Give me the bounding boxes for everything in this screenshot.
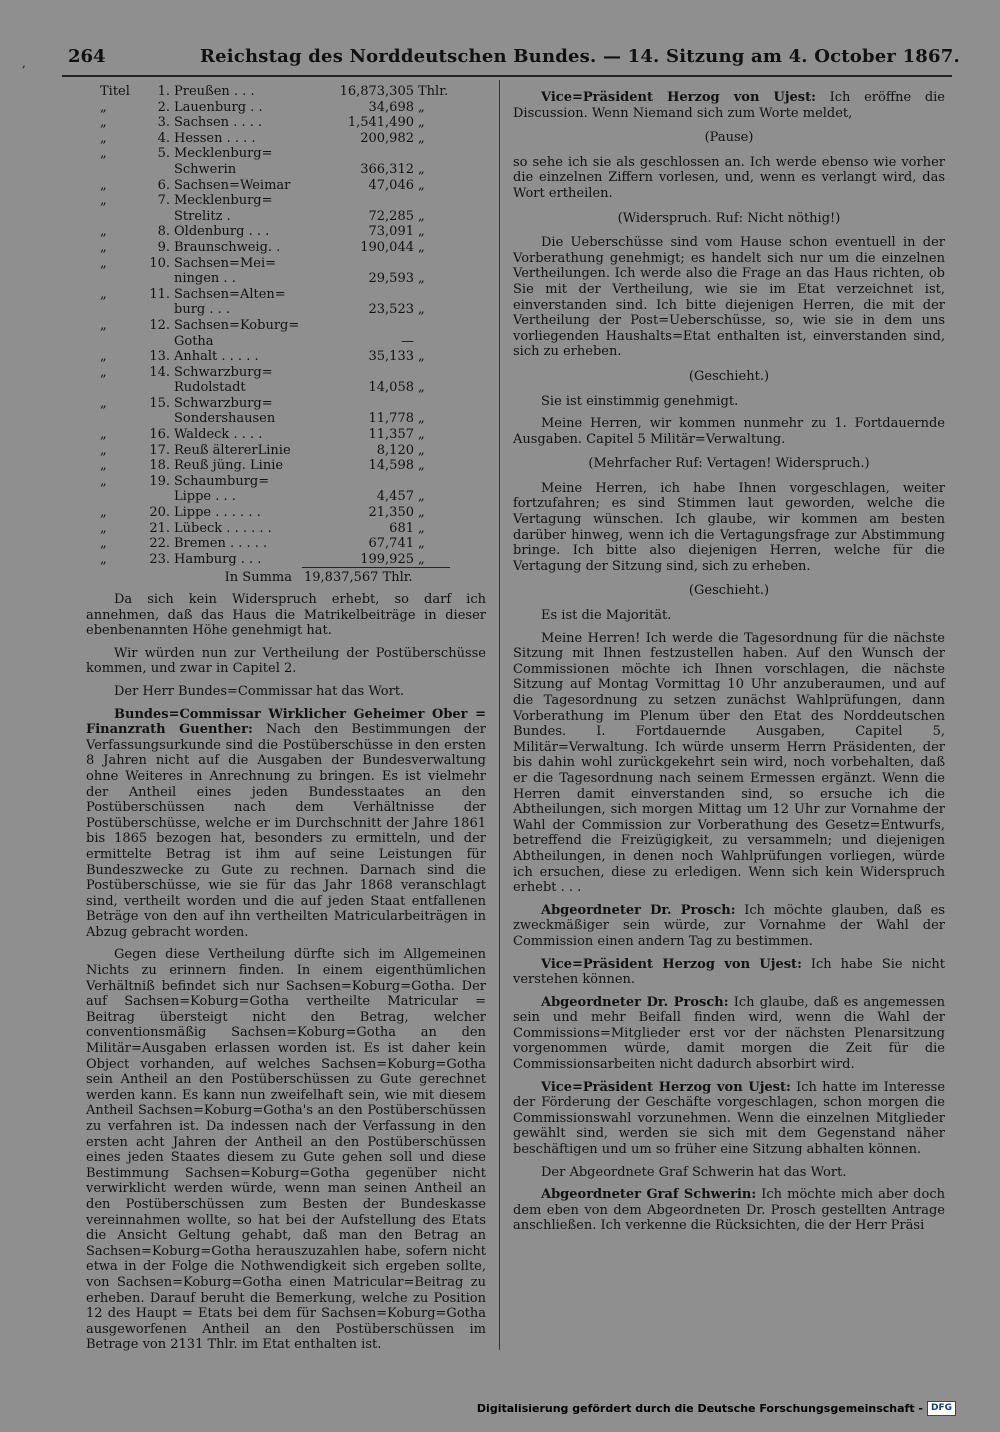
unit — [416, 474, 450, 490]
row-number: 7. — [157, 193, 170, 209]
state-name: Braunschweig. . — [174, 239, 281, 255]
row-number: 18. — [149, 458, 170, 474]
row-number: 19. — [149, 473, 170, 489]
state-name: Lauenburg . . — [174, 99, 263, 115]
state-name: Anhalt . . . . . — [174, 349, 259, 365]
matrikel-row — [98, 84, 450, 100]
matrikel-row — [98, 240, 450, 256]
speech-text: Ich möchte glauben, daß es zweckmäßiger sein würde, zur Vornahme der Wahl der Commission einen andern Tag zu bestimmen. — [513, 902, 945, 949]
speech-paragraph — [513, 995, 945, 1073]
title-abbr: „ — [100, 239, 107, 255]
row-number: 8. — [157, 224, 170, 240]
speaker-name: Bundes=Commissar Wirklicher Geheimer Ober = Finanzrath Guenther: — [86, 706, 486, 738]
digitization-footer — [477, 1401, 956, 1416]
paragraph: so sehe ich sie als geschlossen an. Ich werde ebenso wie vorher die einzelnen Ziffern vorlesen, und, wenn es verlangt wird, das Wort ertheilen. — [513, 154, 945, 201]
row-number: 1. — [157, 84, 170, 99]
header-rule — [62, 75, 952, 77]
speech-text: Ich hatte im Interesse der Förderung der Geschäfte vorgeschlagen, schon morgen die Commissionswahl vorzunehmen. Wenn die einzelnen Mitglieder gewählt sind, werden sie sich mit dem Gegenstand näher beschäftigen und um so früher eine Sitzung abhalten können. — [513, 1079, 946, 1158]
speech-text: Nach den Bestimmungen der Verfassungsurkunde sind die Postüberschüsse in den ersten 8 Jahren nicht auf die Ausgaben der Bundesverwaltung ohne Weiteres in Anrechnung zu bringen. Es ist vielmehr der Antheil eines jeden Bundesstaates an den Postüberschüssen nach dem Verhältnisse der Postüberschüsse, welche er im Durchschnitt der Jahre 1861 bis 1865 bezogen hat, besonders zu ermitteln, und der ermittelte Betrag ist ihm auf seine Leistungen für Bundeszwecke zu Gute zu rechnen. Darnach sind die Postüberschüsse, wie sie für das Jahr 1868 veranschlagt sind, vertheilt worden und die auf jeden Staat entfallenen Beträge von den auf ihn vertheilten Matricularbeiträgen in Abzug gebracht worden. — [86, 722, 486, 940]
amount: 23,523 — [368, 302, 414, 318]
amount: 1,541,490 — [347, 115, 414, 131]
amount: 34,698 — [368, 99, 414, 115]
amount: 11,778 — [368, 411, 414, 427]
unit: „ — [418, 271, 425, 287]
unit: „ — [418, 442, 425, 458]
total-label: In Summa — [224, 570, 292, 586]
title-abbr: „ — [100, 473, 107, 489]
paragraph: Meine Herren, ich habe Ihnen vorgeschlagen, weiter fortzufahren; es sind Stimmen laut geworden, welche die Vertagung wünschen. Ich glaube, wir kommen am besten darüber hinweg, wenn ich die Vertagungsfrage zur Abstimmung bringe. Ich bitte also diejenigen Herren, welche für die Vertagung der Sitzung sind, sich zu erheben. — [513, 480, 945, 574]
state-name: Sachsen=Mei= — [174, 255, 276, 271]
amount — [302, 256, 416, 272]
speech-paragraph — [513, 1080, 945, 1158]
row-number — [142, 411, 172, 427]
unit: „ — [418, 349, 425, 365]
title-abbr — [98, 411, 142, 427]
speaker-name: Abgeordneter Graf Schwerin: — [541, 1187, 757, 1203]
state-name: Mecklenburg= — [174, 146, 273, 162]
stage-direction: (Geschieht.) — [688, 368, 770, 384]
amount — [302, 474, 416, 490]
title-abbr: „ — [100, 115, 107, 131]
matrikel-row — [98, 209, 450, 225]
stage-direction: (Pause) — [704, 130, 754, 146]
title-abbr: „ — [100, 146, 107, 162]
row-number — [142, 489, 172, 505]
title-abbr: „ — [100, 317, 107, 333]
title-abbr: „ — [100, 552, 107, 568]
unit: „ — [418, 551, 425, 567]
unit: „ — [418, 130, 425, 146]
title-abbr: „ — [100, 536, 107, 552]
amount: 47,046 — [368, 177, 414, 193]
amount: 73,091 — [368, 224, 414, 240]
speech-paragraph — [513, 1187, 945, 1234]
amount: 366,312 — [360, 161, 414, 177]
matrikel-row — [98, 302, 450, 318]
title-abbr: „ — [100, 505, 107, 521]
amount — [302, 287, 416, 303]
matrikel-row — [98, 552, 450, 568]
speech-paragraph — [513, 957, 945, 988]
row-number: 15. — [149, 395, 170, 411]
row-number: 17. — [149, 442, 170, 458]
row-number: 4. — [157, 130, 170, 146]
state-name: Preußen . . . — [174, 84, 255, 99]
row-number: 10. — [149, 255, 170, 271]
paragraph: Es ist die Majorität. — [541, 608, 672, 624]
amount: — — [401, 333, 414, 349]
matrikel-row — [98, 100, 450, 116]
dfg-logo: DFG — [927, 1401, 956, 1416]
title-abbr — [98, 162, 142, 178]
title-abbr: „ — [100, 224, 107, 240]
amount: 35,133 — [368, 349, 414, 365]
row-number — [142, 209, 172, 225]
unit: „ — [418, 505, 425, 521]
row-number — [142, 302, 172, 318]
speech-paragraph — [513, 90, 945, 121]
row-number: 12. — [149, 317, 170, 333]
row-number: 16. — [149, 427, 170, 443]
matrikel-row — [98, 443, 450, 459]
state-name: Reuß ältererLinie — [174, 442, 291, 458]
unit: Thlr. — [418, 84, 449, 99]
amount: 67,741 — [368, 536, 414, 552]
margin-mark: , — [22, 56, 26, 70]
column-divider — [499, 80, 500, 1350]
state-name: Schwarzburg= — [174, 395, 273, 411]
matrikel-row — [98, 178, 450, 194]
unit — [416, 334, 450, 350]
unit — [416, 365, 450, 381]
amount: 8,120 — [376, 442, 414, 458]
row-number: 11. — [149, 286, 170, 302]
row-number: 20. — [149, 505, 170, 521]
speaker-name: Vice=Präsident Herzog von Ujest: — [541, 1079, 791, 1095]
state-name: Hessen . . . . — [174, 130, 256, 146]
title-abbr: „ — [100, 177, 107, 193]
left-column — [86, 84, 486, 1360]
matrikel-table — [98, 84, 450, 586]
unit — [416, 146, 450, 162]
state-name: Schaumburg= — [174, 473, 270, 489]
amount: 14,598 — [368, 458, 414, 474]
row-number: 14. — [149, 364, 170, 380]
row-number — [142, 380, 172, 396]
matrikel-row — [98, 193, 450, 209]
unit — [416, 318, 450, 334]
matrikel-row — [98, 334, 450, 350]
row-number: 9. — [157, 239, 170, 255]
matrikel-row — [98, 474, 450, 490]
state-name: Schwerin — [174, 161, 237, 177]
state-name: Mecklenburg= — [174, 193, 273, 209]
matrikel-row — [98, 256, 450, 272]
state-name: Lippe . . . . . . — [174, 505, 261, 521]
unit: „ — [418, 427, 425, 443]
amount: 200,982 — [360, 130, 414, 146]
paragraph: Die Ueberschüsse sind vom Hause schon eventuell in der Vorberathung genehmigt; es handelt sich nur um die einzelnen Vertheilungen. Ich werde also die Frage an das Haus richten, ob Sie mit der Vertheilung, wie sie im Etat verzeichnet ist, einverstanden sind. Ich bitte diejenigen Herren, die mit der Vertheilung der Post=Ueberschüsse, so, wie sie in dem uns vorliegenden Haushalts=Etat enthalten ist, einverstanden sind, sich zu erheben. — [513, 235, 945, 360]
title-abbr: „ — [100, 193, 107, 209]
state-name: ningen . . — [174, 271, 236, 287]
unit: „ — [418, 411, 425, 427]
matrikel-row — [98, 427, 450, 443]
title-abbr — [98, 271, 142, 287]
matrikel-row — [98, 271, 450, 287]
amount — [302, 396, 416, 412]
matrikel-row — [98, 224, 450, 240]
state-name: burg . . . — [174, 302, 231, 318]
amount: 29,593 — [368, 271, 414, 287]
right-column — [513, 90, 945, 1241]
unit — [416, 396, 450, 412]
amount: 681 — [389, 520, 414, 536]
title-abbr: „ — [100, 349, 107, 365]
state-name: Lippe . . . — [174, 489, 236, 505]
amount — [302, 318, 416, 334]
state-name: Schwarzburg= — [174, 364, 273, 380]
title-abbr: „ — [100, 395, 107, 411]
unit — [416, 256, 450, 272]
title-abbr — [98, 380, 142, 396]
row-number: 2. — [157, 99, 170, 115]
state-name: Bremen . . . . . — [174, 536, 268, 552]
matrikel-row — [98, 505, 450, 521]
state-name: Strelitz . — [174, 208, 231, 224]
speaker-name: Abgeordneter Dr. Prosch: — [541, 902, 736, 918]
row-number: 22. — [149, 536, 170, 552]
paragraph: Da sich kein Widerspruch erhebt, so darf ich annehmen, daß das Haus die Matrikelbeiträge in dieser ebenbenannten Höhe genehmigt hat. — [86, 592, 486, 639]
state-name: Sachsen=Alten= — [174, 286, 286, 302]
total-value: 19,837,567 Thlr. — [302, 568, 450, 586]
matrikel-row — [98, 521, 450, 537]
matrikel-row — [98, 146, 450, 162]
stage-direction: (Mehrfacher Ruf: Vertagen! Widerspruch.) — [588, 456, 870, 472]
unit: „ — [418, 380, 425, 396]
state-name: Reuß jüng. Linie — [174, 458, 284, 474]
matrikel-row — [98, 287, 450, 303]
row-number: 6. — [157, 177, 170, 193]
state-name: Oldenburg . . . — [174, 224, 270, 240]
amount — [302, 146, 416, 162]
row-number — [142, 162, 172, 178]
matrikel-row — [98, 162, 450, 178]
row-number: 13. — [149, 349, 170, 365]
title-abbr: „ — [100, 130, 107, 146]
state-name: Rudolstadt — [174, 380, 246, 396]
matrikel-row — [98, 536, 450, 552]
unit: „ — [418, 115, 425, 131]
amount: 4,457 — [376, 489, 414, 505]
state-name: Sachsen . . . . — [174, 115, 263, 131]
matrikel-row — [98, 489, 450, 505]
unit: „ — [418, 458, 425, 474]
matrikel-row — [98, 349, 450, 365]
amount — [302, 193, 416, 209]
unit — [416, 287, 450, 303]
title-abbr: „ — [100, 458, 107, 474]
matrikel-row — [98, 318, 450, 334]
unit: „ — [418, 161, 425, 177]
paragraph: Der Herr Bundes=Commissar hat das Wort. — [114, 683, 405, 699]
unit: „ — [418, 99, 425, 115]
matrikel-row — [98, 411, 450, 427]
matrikel-row — [98, 115, 450, 131]
state-name: Lübeck . . . . . . — [174, 520, 272, 536]
title-abbr — [98, 209, 142, 225]
state-name: Hamburg . . . — [174, 552, 262, 568]
matrikel-row — [98, 365, 450, 381]
row-number: 21. — [149, 520, 170, 536]
title-abbr: „ — [100, 286, 107, 302]
speech-text: Ich möchte mich aber doch dem eben von dem Abgeordneten Dr. Prosch gestellten Antrage anschließen. Ich verkenne die Rücksichten, die der Herr Präsi — [513, 1187, 945, 1234]
matrikel-row — [98, 458, 450, 474]
page-number: 264 — [68, 46, 106, 67]
title-abbr: „ — [100, 99, 107, 115]
matrikel-row — [98, 380, 450, 396]
unit: „ — [418, 520, 425, 536]
title-abbr: Titel — [100, 84, 130, 99]
running-title: Reichstag des Norddeutschen Bundes. — 14. Sitzung am 4. October 1867. — [200, 46, 960, 67]
state-name: Sachsen=Koburg= — [174, 317, 300, 333]
matrikel-row — [98, 131, 450, 147]
amount: 16,873,305 — [339, 84, 414, 99]
title-abbr: „ — [100, 520, 107, 536]
paragraph: Meine Herren, wir kommen nunmehr zu 1. Fortdauernde Ausgaben. Capitel 5 Militär=Verwaltung. — [513, 416, 945, 447]
row-number — [142, 271, 172, 287]
title-abbr — [98, 489, 142, 505]
row-number: 5. — [157, 146, 170, 162]
paragraph: Meine Herren! Ich werde die Tagesordnung für die nächste Sitzung mit Ihnen festzustellen haben. Auf den Wunsch der Commissionen möchte ich Ihnen vorschlagen, die nächste Sitzung auf Montag Vormittag 10 Uhr anzuberaumen, und auf die Tagesordnung zu setzen zunächst Wahlprüfungen, dann Vorberathung im Plenum über den Etat des Norddeutschen Bundes. I. Fortdauernde Ausgaben, Capitel 5, Militär=Verwaltung. Ich würde unserm Herrn Präsidenten, der bis dahin wohl zurückgekehrt sein wird, noch vorbehalten, daß er die Tagesordnung nach seinem Ermessen ergänzt. Wenn die Herren damit einverstanden sind, so ersuche ich die Abtheilungen, sich morgen Mittag um 12 Uhr zur Vornahme der Wahl der Commission zur Vorberathung des Gesetz=Entwurfs, betreffend die Freizügigkeit, zu versammeln; und diejenigen Abtheilungen, in denen noch Wahlprüfungen vorliegen, würde ich ersuchen, diese zu erledigen. Wenn sich kein Widerspruch erhebt . . . — [513, 630, 945, 896]
matrikel-row — [98, 396, 450, 412]
state-name: Gotha — [174, 333, 214, 349]
title-abbr — [98, 334, 142, 350]
speech-paragraph — [86, 707, 486, 941]
amount — [302, 365, 416, 381]
title-abbr — [98, 302, 142, 318]
state-name: Sachsen=Weimar — [174, 177, 291, 193]
stage-direction: (Geschieht.) — [688, 583, 770, 599]
title-abbr: „ — [100, 364, 107, 380]
amount: 11,357 — [368, 427, 414, 443]
speaker-name: Abgeordneter Dr. Prosch: — [541, 994, 729, 1010]
state-name: Sondershausen — [174, 411, 276, 427]
unit: „ — [418, 536, 425, 552]
row-number — [142, 334, 172, 350]
paragraph: Wir würden nun zur Vertheilung der Postüberschüsse kommen, und zwar in Capitel 2. — [86, 645, 486, 677]
stage-direction: (Widerspruch. Ruf: Nicht nöthig!) — [617, 210, 841, 226]
unit: „ — [418, 177, 425, 193]
page-header — [0, 40, 1000, 72]
amount: 21,350 — [368, 505, 414, 521]
paragraph: Sie ist einstimmig genehmigt. — [541, 393, 739, 409]
unit: „ — [418, 239, 425, 255]
speech-text: Ich eröffne die Discussion. Wenn Niemand sich zum Worte meldet, — [513, 90, 945, 121]
unit: „ — [418, 302, 425, 318]
title-abbr: „ — [100, 255, 107, 271]
row-number: 3. — [157, 115, 170, 131]
paragraph: Gegen diese Vertheilung dürfte sich im Allgemeinen Nichts zu erinnern finden. In einem eigenthümlichen Verhältniß befindet sich nur Sachsen=Koburg=Gotha. Der auf Sachsen=Koburg=Gotha vertheilte Matricular = Beitrag übersteigt nicht den Betrag, welcher conventionsmäßig Sachsen=Koburg=Gotha an den Militär=Ausgaben erlassen worden ist. Es ist daher kein Object vorhanden, auf welches Sachsen=Koburg=Gotha sein Antheil an den Postüberschüssen zu Gute gerechnet werden kann. Es kann nun zweifelhaft sein, wie mit diesem Antheil Sachsen=Koburg=Gotha's an den Postüberschüssen zu verfahren ist. Da indessen nach der Verfassung in den ersten acht Jahren der Antheil an den Postüberschüssen eines jeden Staates diesem zu Gute gehen soll und diese Bestimmung Sachsen=Koburg=Gotha gegenüber nicht verwirklicht werden würde, wenn man seinen Antheil an den Postüberschüssen zum Besten der Bundeskasse vereinnahmen wollte, so hat bei der Aufstellung des Etats die Ansicht Geltung gehabt, daß man den Betrag an Sachsen=Koburg=Gotha herauszuzahlen habe, sofern nicht etwa in der Folge die Nothwendigkeit sich ergeben sollte, von Sachsen=Koburg=Gotha einen Matricular=Beitrag zu erheben. Darauf beruht die Bemerkung, welche zu Position 12 des Haupt = Etats bei dem für Sachsen=Koburg=Gotha ausgeworfenen Antheil an den Postüberschüssen im Betrage von 2131 Thlr. im Etat enthalten ist. — [86, 947, 486, 1353]
unit: „ — [418, 224, 425, 240]
unit: „ — [418, 489, 425, 505]
amount: 72,285 — [368, 208, 414, 224]
speech-paragraph — [513, 903, 945, 950]
amount: 190,044 — [360, 239, 414, 255]
state-name: Waldeck . . . . — [174, 427, 263, 443]
speech-text: Ich glaube, daß es angemessen sein und mehr Beifall finden wird, wenn die Wahl der Commissions=Mitglieder erst vor der nächsten Plenarsitzung vorgenommen würde, damit morgen die Zeit für die Commissionsarbeiten nicht dadurch absorbirt wird. — [513, 994, 945, 1073]
unit — [416, 193, 450, 209]
matrikel-total-row — [98, 568, 450, 586]
speaker-name: Vice=Präsident Herzog von Ujest: — [541, 90, 816, 105]
amount: 14,058 — [368, 380, 414, 396]
title-abbr: „ — [100, 427, 107, 443]
row-number: 23. — [149, 552, 170, 568]
speech-text: Ich habe Sie nicht verstehen können. — [513, 956, 946, 988]
paragraph: Der Abgeordnete Graf Schwerin hat das Wort. — [541, 1164, 847, 1180]
amount: 199,925 — [360, 551, 414, 567]
speaker-name: Vice=Präsident Herzog von Ujest: — [541, 956, 802, 972]
title-abbr: „ — [100, 442, 107, 458]
footer-text: Digitalisierung gefördert durch die Deutsche Forschungsgemeinschaft - — [476, 1402, 923, 1415]
unit: „ — [418, 208, 425, 224]
